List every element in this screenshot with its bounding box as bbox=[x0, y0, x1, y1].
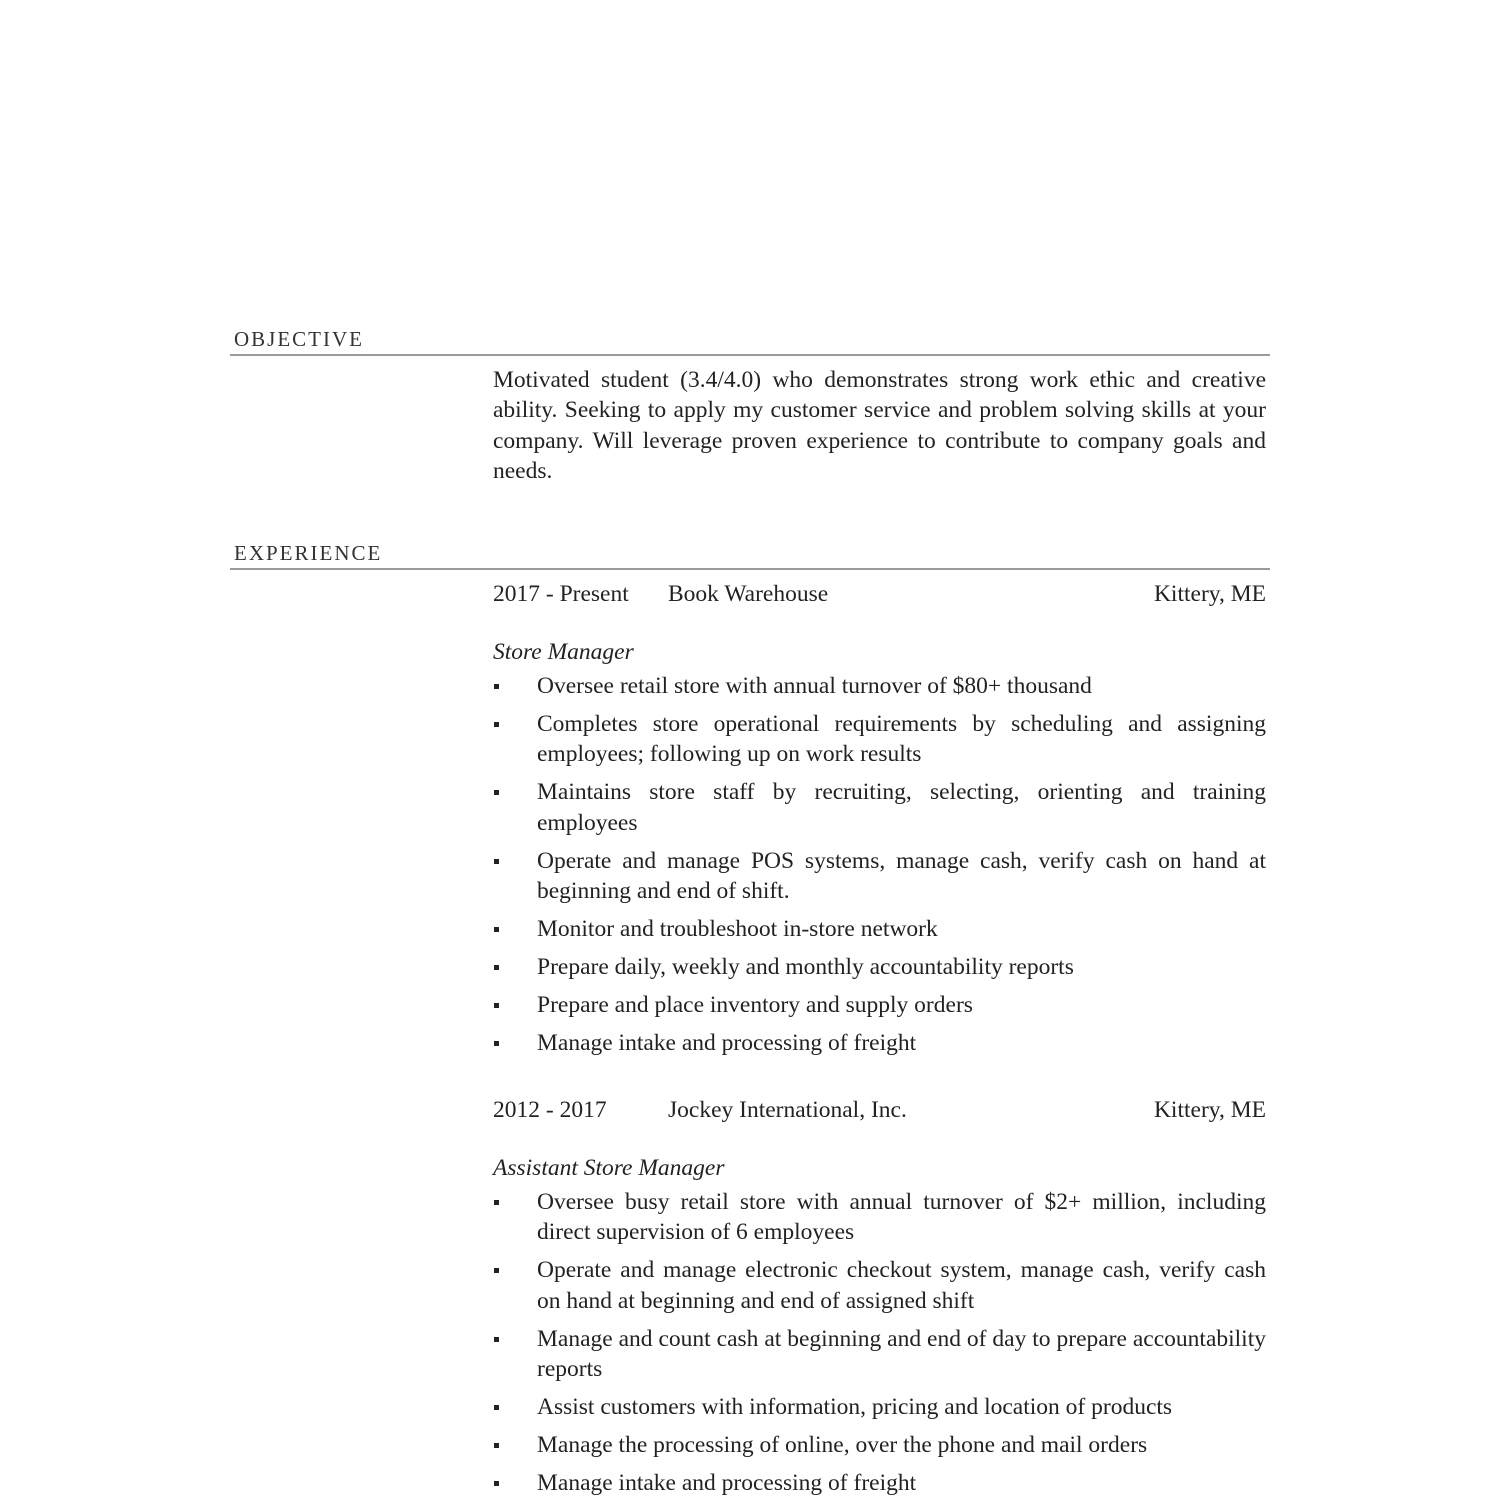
duty-item bbox=[493, 952, 1266, 982]
duty-item bbox=[493, 671, 1266, 701]
duty-item bbox=[493, 1430, 1266, 1460]
duty-item bbox=[493, 1324, 1266, 1385]
duty-text: Manage intake and processing of freight bbox=[537, 1469, 917, 1496]
duty-text: Assist customers with information, pricing and location of products bbox=[537, 1393, 1173, 1420]
square-bullet-icon bbox=[494, 965, 499, 970]
square-bullet-icon bbox=[494, 722, 499, 727]
duty-item bbox=[493, 846, 1266, 907]
square-bullet-icon bbox=[494, 684, 499, 689]
experience-heading: EXPERIENCE bbox=[230, 541, 1270, 570]
duty-text: Operate and manage electronic checkout system, manage cash, verify cash on hand at beginning and end of assigned shift bbox=[537, 1257, 1266, 1314]
job-dates: 2012 - 2017 bbox=[493, 1097, 607, 1123]
duty-list bbox=[493, 1187, 1266, 1498]
square-bullet-icon bbox=[494, 1443, 499, 1448]
job-location: Kittery, ME bbox=[1153, 1097, 1266, 1123]
duty-item bbox=[493, 777, 1266, 838]
job-company: Book Warehouse bbox=[668, 581, 829, 607]
duty-text: Operate and manage POS systems, manage cash, verify cash on hand at beginning and end of shift. bbox=[537, 847, 1266, 904]
square-bullet-icon bbox=[494, 1041, 499, 1046]
square-bullet-icon bbox=[494, 790, 499, 795]
duty-text: Oversee retail store with annual turnover of $80+ thousand bbox=[537, 673, 1092, 699]
square-bullet-icon bbox=[494, 859, 499, 864]
duty-text: Completes store operational requirements by scheduling and assigning employees; following up on work results bbox=[537, 710, 1266, 768]
objective-text: Motivated student (3.4/4.0) who demonstrates strong work ethic and creative ability. Seeking to apply my customer service and problem solving skills at your company. Will leverage proven experience to contribute to company goals and needs. bbox=[493, 367, 1266, 484]
job-entry bbox=[493, 579, 1266, 1066]
duty-item bbox=[493, 990, 1266, 1020]
duty-list bbox=[493, 671, 1266, 1058]
square-bullet-icon bbox=[494, 1337, 499, 1342]
duty-item bbox=[493, 1468, 1266, 1498]
job-location: Kittery, ME bbox=[1153, 581, 1266, 607]
duty-item bbox=[493, 1028, 1266, 1058]
duty-item bbox=[493, 709, 1266, 770]
duty-text: Maintains store staff by recruiting, selecting, orienting and training employees bbox=[537, 779, 1266, 836]
square-bullet-icon bbox=[494, 1268, 499, 1273]
objective-heading: OBJECTIVE bbox=[230, 327, 1270, 356]
duty-item bbox=[493, 1187, 1266, 1248]
duty-text: Prepare daily, weekly and monthly accountability reports bbox=[537, 953, 1074, 980]
square-bullet-icon bbox=[494, 1003, 499, 1008]
duty-item bbox=[493, 914, 1266, 944]
job-title: Store Manager bbox=[493, 639, 634, 665]
job-header bbox=[493, 1095, 1266, 1125]
square-bullet-icon bbox=[494, 1405, 499, 1410]
duty-text: Prepare and place inventory and supply orders bbox=[537, 991, 973, 1018]
duty-text: Monitor and troubleshoot in-store network bbox=[537, 915, 938, 942]
job-header bbox=[493, 579, 1266, 609]
square-bullet-icon bbox=[494, 1200, 499, 1205]
duty-text: Manage and count cash at beginning and end of day to prepare accountability reports bbox=[537, 1325, 1266, 1382]
duty-text: Manage the processing of online, over the phone and mail orders bbox=[537, 1431, 1148, 1458]
job-title: Assistant Store Manager bbox=[493, 1155, 725, 1181]
job-company: Jockey International, Inc. bbox=[668, 1097, 907, 1123]
job-entry bbox=[493, 1095, 1266, 1506]
duty-text: Oversee busy retail store with annual turnover of $2+ million, including direct supervision of 6 employees bbox=[537, 1189, 1266, 1246]
square-bullet-icon bbox=[494, 927, 499, 932]
duty-item bbox=[493, 1255, 1266, 1316]
job-dates: 2017 - Present bbox=[493, 581, 629, 607]
duty-text: Manage intake and processing of freight bbox=[537, 1029, 917, 1056]
duty-item bbox=[493, 1392, 1266, 1422]
square-bullet-icon bbox=[494, 1481, 499, 1486]
